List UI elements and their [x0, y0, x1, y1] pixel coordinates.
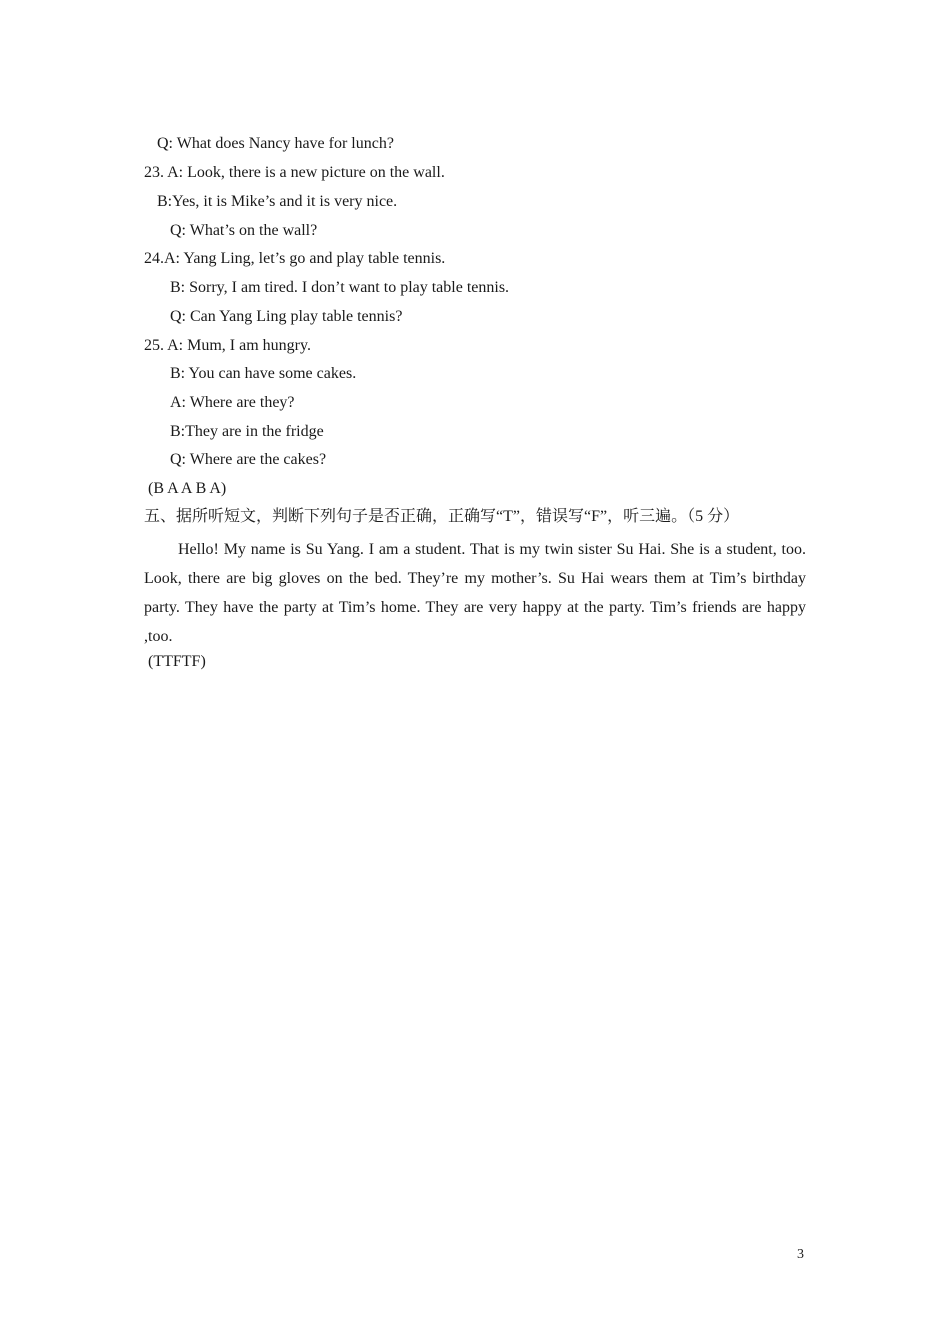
answer-key-section-5: (TTFTF)	[148, 653, 206, 670]
question-23-q: Q: What’s on the wall?	[170, 222, 318, 239]
section-5-heading: 五、据所听短文，判断下列句子是否正确，正确写“T”，错误写“F”，听三遍。（5 分）	[144, 508, 740, 525]
question-24-q: Q: Can Yang Ling play table tennis?	[170, 308, 403, 325]
section-5-passage: Hello! My name is Su Yang. I am a student. That is my twin sister Su Hai. She is a student, too. Look, there are big gloves on the bed. They’re my mother’s. Su Hai wears them at Tim’s birthday party. They have the party at Tim’s home. They are very happy at the party. Tim’s friends are happy ,too.	[144, 541, 806, 645]
question-24-a: 24.A: Yang Ling, let’s go and play table tennis.	[144, 250, 446, 267]
question-23-a: 23. A: Look, there is a new picture on the wall.	[144, 164, 445, 181]
question-23-b: B:Yes, it is Mike’s and it is very nice.	[157, 193, 398, 210]
question-25-b: B: You can have some cakes.	[170, 365, 357, 382]
question-22-q: Q: What does Nancy have for lunch?	[157, 135, 394, 152]
question-24-b: B: Sorry, I am tired. I don’t want to play table tennis.	[170, 279, 510, 296]
question-25-a2: A: Where are they?	[170, 394, 295, 411]
question-25-a: 25. A: Mum, I am hungry.	[144, 337, 311, 354]
question-25-q: Q: Where are the cakes?	[170, 451, 327, 468]
question-25-b2: B:They are in the fridge	[170, 423, 324, 440]
answer-key-section-4: (B A A B A)	[148, 480, 227, 497]
page-number: 3	[797, 1247, 804, 1262]
